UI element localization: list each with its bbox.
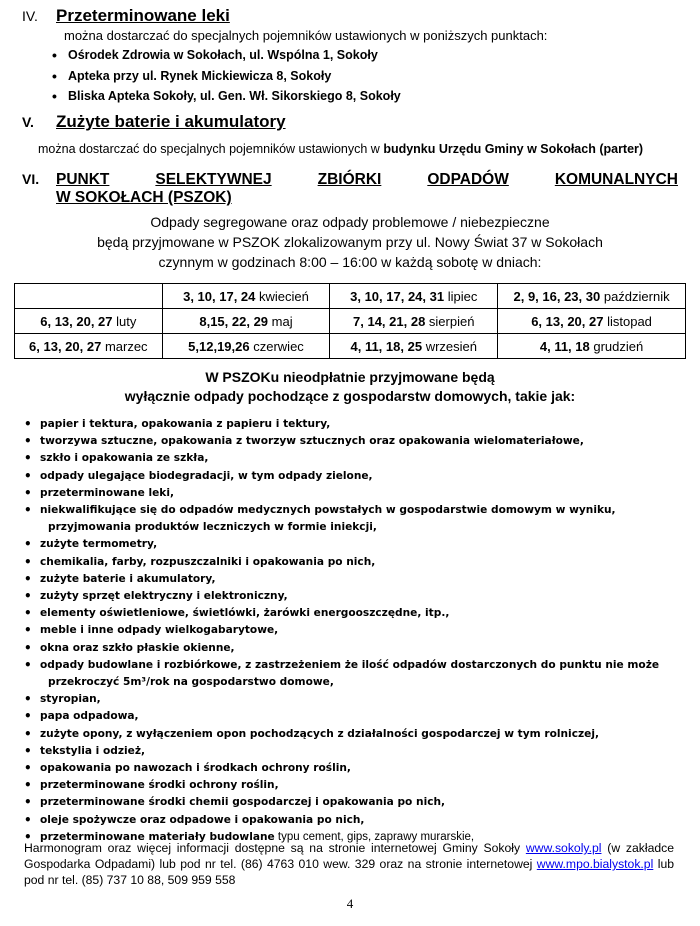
pharmacy-list-item: • Bliska Apteka Sokoły, ul. Gen. Wł. Sikorskiego 8, Sokoły	[52, 86, 401, 107]
footer-text-2: (w zakładce Gospodarka Odpadami) lub pod nr tel. (86) 4763 010 wew. 329 oraz na stronie internetowej	[24, 841, 675, 871]
waste-item-text: szkło i opakowania ze szkła,	[40, 452, 209, 465]
waste-item-text: odpady ulegające biodegradacji, w tym odpady zielone,	[40, 469, 373, 482]
waste-item-text: okna oraz szkło płaskie okienne,	[40, 641, 235, 654]
schedule-month: maj	[271, 313, 293, 329]
waste-item-text: przeterminowane środki chemii gospodarczej i opakowania po nich,	[40, 796, 446, 809]
pszok-info-line-2: będą przyjmowane w PSZOK zlokalizowanym przy ul. Nowy Świat 37 w Sokołach	[97, 234, 603, 250]
section-5-title: Zużyte baterie i akumulatory	[56, 112, 286, 131]
schedule-days: 6, 13, 20, 27	[40, 313, 113, 329]
pharmacy-list	[52, 45, 401, 107]
schedule-cell	[162, 334, 330, 359]
waste-item-text: papier i tektura, opakowania z papieru i tektury,	[40, 418, 331, 430]
waste-list-item	[24, 536, 694, 553]
schedule-days: 4, 11, 18, 25	[350, 338, 423, 354]
pszok-info-line-1: Odpady segregowane oraz odpady problemowe / niebezpieczne	[150, 214, 550, 230]
waste-item-text: przeterminowane materiały budowlane	[40, 830, 275, 843]
pharmacy-list-item: • Ośrodek Zdrowia w Sokołach, ul. Wspólna 1, Sokoły	[52, 45, 401, 66]
footer-info	[24, 840, 674, 888]
waste-list-item	[24, 812, 694, 829]
waste-item-text: przeterminowane środki ochrony roślin,	[40, 779, 279, 792]
waste-list-item	[24, 554, 694, 571]
waste-item-text: zużyte baterie i akumulatory,	[40, 572, 216, 585]
pszok-heading-line-1: W PSZOKu nieodpłatnie przyjmowane będą	[205, 369, 495, 385]
schedule-days: 7, 14, 21, 28	[353, 313, 426, 329]
waste-list-item	[24, 726, 694, 743]
section-5-intro-text: można dostarczać do specjalnych pojemników ustawionych w	[38, 142, 384, 156]
collection-schedule-table	[14, 283, 686, 359]
section-4-intro: można dostarczać do specjalnych pojemników ustawionych w poniższych punktach:	[64, 28, 548, 43]
section-6-heading	[22, 171, 678, 189]
schedule-row	[15, 309, 686, 334]
accepted-waste-list	[24, 416, 694, 846]
waste-list-item	[24, 622, 694, 639]
waste-item-text: odpady budowlane i rozbiórkowe, z zastrzeżeniem że ilość odpadów dostarczonych do punktu nie może	[40, 658, 660, 671]
schedule-days: 8,15, 22, 29	[199, 313, 269, 329]
section-5-intro	[38, 142, 643, 156]
schedule-days: 6, 13, 20, 27	[29, 338, 102, 354]
schedule-row	[15, 334, 686, 359]
waste-item-text: niekwalifikujące się do odpadów medycznych powstałych w gospodarstwie domowym w wyniku,	[40, 504, 616, 517]
schedule-month: listopad	[607, 313, 652, 329]
pszok-heading-line-2: wyłącznie odpady pochodzące z gospodarstw domowych, takie jak:	[124, 388, 576, 404]
waste-list-item	[24, 794, 694, 811]
waste-list-item	[24, 571, 694, 588]
schedule-month: wrzesień	[425, 338, 477, 354]
section-6-title-word: SELEKTYWNEJ	[155, 171, 272, 188]
waste-item-text: przeterminowane leki,	[40, 486, 174, 499]
waste-item-text: elementy oświetleniowe, świetlówki, żarówki energooszczędne, itp.,	[40, 607, 450, 620]
waste-item-text: papa odpadowa,	[40, 710, 139, 723]
schedule-month: luty	[116, 313, 137, 329]
section-4-heading	[22, 6, 230, 26]
waste-list-item	[24, 760, 694, 777]
pharmacy-list-item: • Apteka przy ul. Rynek Mickiewicza 8, Sokoły	[52, 66, 401, 87]
waste-item-text: tworzywa sztuczne, opakowania z tworzyw sztucznych oraz opakowania wielomateriałowe,	[40, 435, 584, 448]
schedule-cell	[162, 309, 330, 334]
section-6-title	[56, 171, 678, 189]
waste-item-text: zużyte termometry,	[40, 538, 158, 551]
waste-list-item	[24, 416, 694, 433]
schedule-cell	[330, 284, 498, 309]
schedule-days: 5,12,19,26	[188, 338, 250, 354]
schedule-days: 6, 13, 20, 27	[531, 313, 604, 329]
schedule-month: czerwiec	[253, 338, 304, 354]
waste-list-item	[24, 605, 694, 622]
waste-list-item	[24, 708, 694, 725]
footer-text-1: Harmonogram oraz więcej informacji dostępne są na stronie internetowej Gminy Sokoły	[24, 841, 526, 855]
waste-list-item	[24, 588, 694, 605]
section-4-title: Przeterminowane leki	[56, 6, 230, 25]
section-6-title-word: KOMUNALNYCH	[554, 171, 678, 188]
waste-list-item	[24, 450, 694, 467]
waste-list-item	[24, 640, 694, 657]
waste-list-item	[24, 743, 694, 760]
waste-item-text: oleje spożywcze oraz odpadowe i opakowania po nich,	[40, 813, 365, 826]
schedule-row	[15, 284, 686, 309]
schedule-days: 3, 10, 17, 24, 31	[350, 288, 445, 304]
section-5-heading	[22, 112, 286, 132]
section-4-numeral: IV.	[22, 8, 38, 24]
schedule-month: grudzień	[593, 338, 644, 354]
section-6-numeral: VI.	[22, 171, 40, 187]
schedule-cell	[330, 334, 498, 359]
waste-list-item	[24, 691, 694, 708]
schedule-month: sierpień	[428, 313, 475, 329]
waste-item-text: tekstylia i odzież,	[40, 744, 146, 757]
section-6-title-line2: W SOKOŁACH (PSZOK)	[56, 189, 232, 206]
schedule-cell	[498, 309, 686, 334]
waste-list-item	[24, 468, 694, 485]
section-5-intro-location: budynku Urzędu Gminy w Sokołach (parter)	[383, 142, 644, 156]
section-6-title-word: PUNKT	[56, 171, 110, 188]
waste-item-extra: typu cement, gips, zaprawy murarskie,	[274, 830, 475, 843]
section-6-title-word: ZBIÓRKI	[317, 171, 382, 188]
footer-text-3: lub pod nr tel. (85) 737 10 88, 509 959 558	[24, 857, 674, 887]
waste-item-text: opakowania po nawozach i środkach ochrony roślin,	[40, 762, 351, 775]
waste-item-text: styropian,	[40, 693, 101, 706]
schedule-cell	[498, 284, 686, 309]
schedule-month: marzec	[104, 338, 148, 354]
schedule-cell	[162, 284, 330, 309]
schedule-month: kwiecień	[259, 288, 309, 304]
schedule-days: 3, 10, 17, 24	[183, 288, 256, 304]
schedule-cell	[15, 309, 163, 334]
schedule-month: lipiec	[447, 288, 478, 304]
waste-list-item	[24, 433, 694, 450]
waste-item-text: zużyty sprzęt elektryczny i elektroniczny,	[40, 590, 288, 603]
sokoly-link[interactable]: www.sokoly.pl	[525, 841, 602, 855]
waste-item-continuation: przekroczyć 5m³/rok na gospodarstwo domowe,	[48, 676, 334, 689]
mpo-link[interactable]: www.mpo.bialystok.pl	[536, 857, 654, 871]
schedule-cell	[15, 284, 163, 309]
waste-list-item	[24, 657, 694, 691]
schedule-days: 4, 11, 18	[539, 338, 590, 354]
section-6-title-word: ODPADÓW	[427, 171, 509, 188]
schedule-days: 2, 9, 16, 23, 30	[513, 288, 601, 304]
schedule-cell	[498, 334, 686, 359]
schedule-month: październik	[603, 288, 670, 304]
waste-item-text: zużyte opony, z wyłączeniem opon pochodzących z działalności gospodarczej w tym rolniczej,	[40, 727, 599, 740]
waste-item-continuation: przyjmowania produktów leczniczych w formie iniekcji,	[48, 521, 377, 534]
waste-list-item	[24, 485, 694, 502]
schedule-cell	[330, 309, 498, 334]
waste-item-text: chemikalia, farby, rozpuszczalniki i opakowania po nich,	[40, 555, 376, 568]
waste-list-item	[24, 502, 694, 536]
waste-list-item	[24, 777, 694, 794]
page-number: 4	[346, 896, 354, 911]
waste-item-text: meble i inne odpady wielkogabarytowe,	[40, 624, 279, 637]
schedule-cell	[15, 334, 163, 359]
pszok-info-line-3: czynnym w godzinach 8:00 – 16:00 w każdą sobotę w dniach:	[158, 254, 542, 270]
section-5-numeral: V.	[22, 114, 34, 130]
